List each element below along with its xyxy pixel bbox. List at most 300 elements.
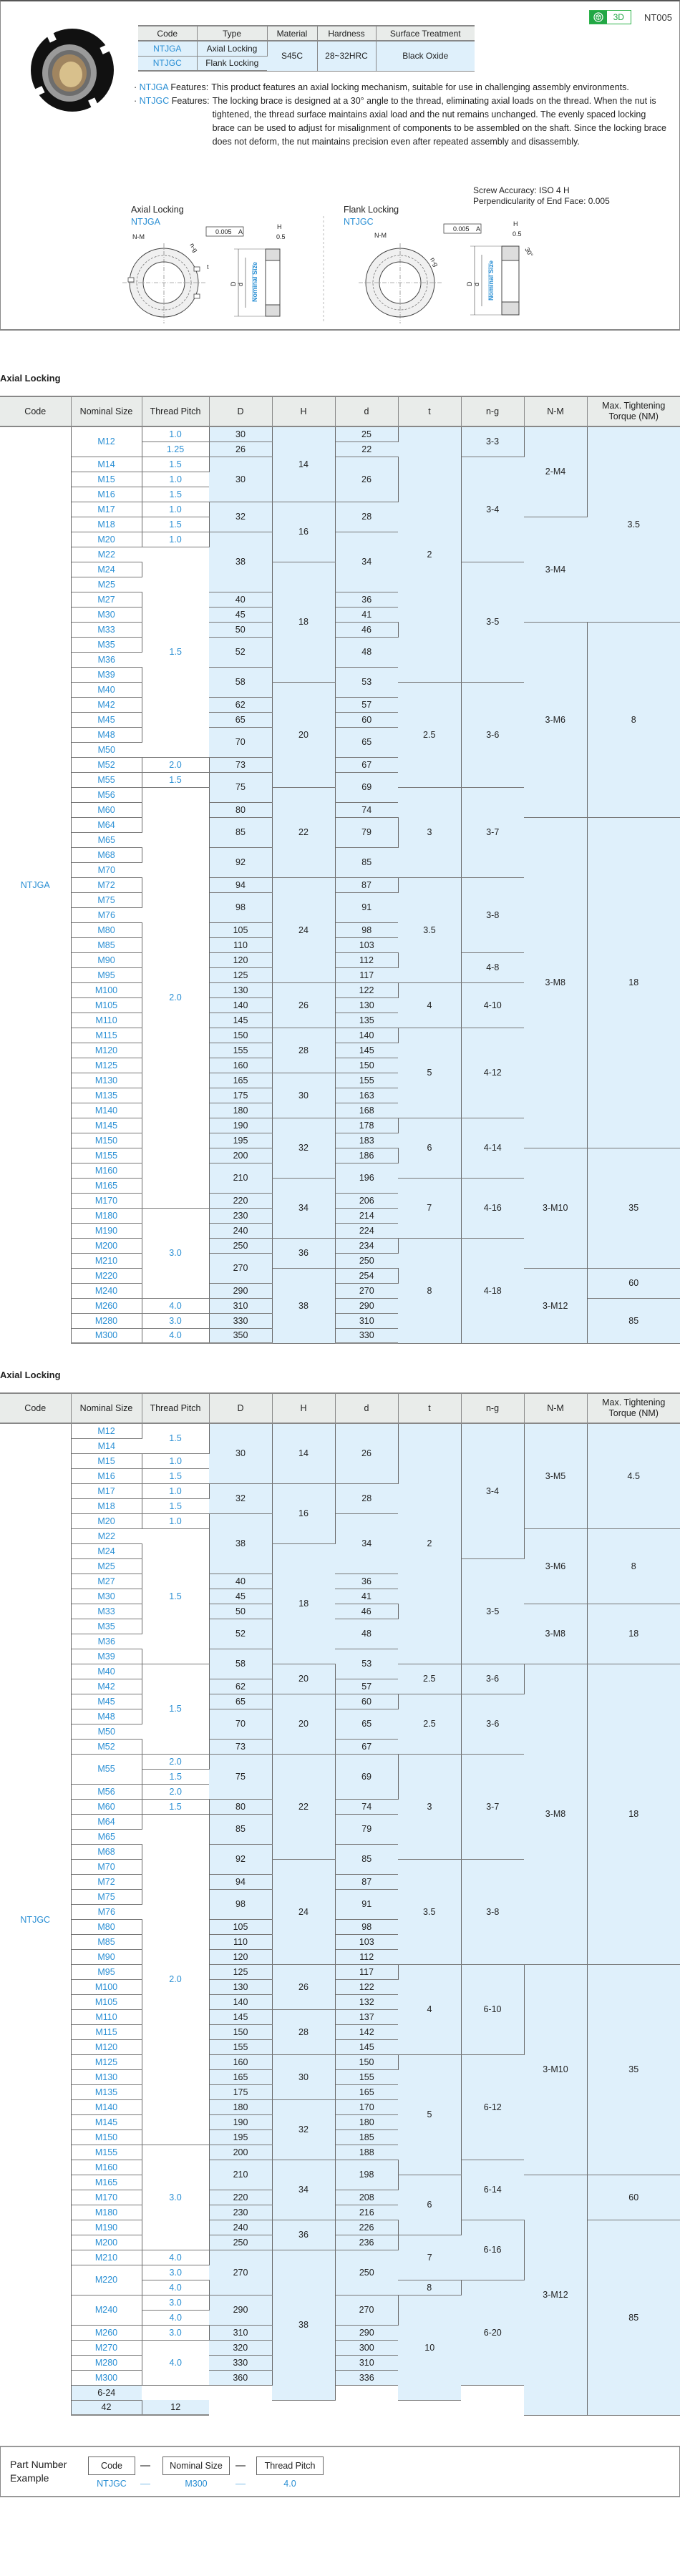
- set-screw-cell: 3-M12: [524, 2175, 587, 2415]
- thread-pitch-cell[interactable]: 1.5: [142, 1528, 209, 1664]
- nominal-size-cell[interactable]: M17: [71, 1483, 142, 1498]
- thread-pitch-cell[interactable]: 1.5: [142, 1769, 209, 1784]
- nominal-size-cell[interactable]: M48: [71, 727, 142, 742]
- nominal-size-cell[interactable]: M125: [71, 2054, 142, 2069]
- outer-diameter-cell: 80: [209, 802, 272, 817]
- slot-count-cell: 6-16: [461, 2220, 524, 2280]
- inner-diameter-cell: 198: [335, 2160, 398, 2190]
- nominal-size-cell[interactable]: M210: [71, 2250, 142, 2265]
- nominal-size-cell[interactable]: M135: [71, 1088, 142, 1103]
- inner-diameter-cell: 183: [335, 1133, 398, 1148]
- thread-pitch-cell[interactable]: 1.5: [142, 772, 209, 787]
- spec-code-ntjgc[interactable]: NTJGC: [138, 56, 197, 71]
- flank-front-view: [359, 232, 442, 323]
- set-screw-cell: 2-M4: [524, 426, 587, 517]
- nominal-size-cell[interactable]: M18: [71, 517, 142, 532]
- table-row: [0, 1423, 680, 1438]
- nominal-size-cell[interactable]: M145: [71, 1118, 142, 1133]
- height-cell: 16: [272, 1483, 335, 1543]
- nominal-size-cell[interactable]: M72: [71, 877, 142, 892]
- nominal-size-cell[interactable]: M36: [71, 1634, 142, 1649]
- thread-pitch-cell[interactable]: 1.0: [142, 1513, 209, 1528]
- column-header-t: t: [398, 1393, 461, 1423]
- svg-text:0.005: 0.005: [453, 225, 470, 233]
- nominal-size-cell[interactable]: M150: [71, 1133, 142, 1148]
- thread-pitch-cell[interactable]: 1.0: [142, 1483, 209, 1498]
- thread-pitch-cell[interactable]: 1.5: [142, 547, 209, 757]
- inner-diameter-cell: 48: [335, 1619, 398, 1649]
- nominal-size-cell[interactable]: M130: [71, 1073, 142, 1088]
- nominal-size-cell[interactable]: M90: [71, 952, 142, 967]
- nominal-size-cell[interactable]: M50: [71, 742, 142, 757]
- height-cell: 20: [272, 1694, 335, 1754]
- outer-diameter-cell: 150: [209, 2024, 272, 2039]
- nominal-size-cell[interactable]: M12: [71, 1423, 142, 1438]
- nominal-size-cell[interactable]: M39: [71, 667, 142, 682]
- outer-diameter-cell: 58: [209, 667, 272, 697]
- features-list: [134, 81, 671, 149]
- torque-cell: 8: [587, 1528, 680, 1604]
- nominal-size-cell[interactable]: M300: [71, 1328, 142, 1343]
- nominal-size-cell[interactable]: M36: [71, 652, 142, 667]
- height-cell: 42: [71, 2400, 142, 2415]
- nominal-size-cell[interactable]: M270: [71, 2340, 142, 2355]
- height-cell: 28: [272, 2009, 335, 2054]
- svg-text:d: d: [473, 282, 480, 286]
- nominal-size-cell[interactable]: M76: [71, 1904, 142, 1919]
- table-header-row: [0, 1393, 680, 1423]
- thread-pitch-cell[interactable]: 1.0: [142, 472, 209, 487]
- table-row: [0, 1604, 680, 1619]
- flank-side-view: [444, 220, 535, 315]
- nominal-size-cell[interactable]: M220: [71, 1268, 142, 1283]
- code-cell[interactable]: NTJGA: [0, 426, 71, 1343]
- nominal-size-cell[interactable]: M200: [71, 2235, 142, 2250]
- thread-pitch-cell[interactable]: 4.0: [142, 2280, 209, 2295]
- nominal-size-cell[interactable]: M15: [71, 472, 142, 487]
- nominal-size-cell[interactable]: M190: [71, 1223, 142, 1238]
- inner-diameter-cell: 67: [335, 1739, 398, 1754]
- nominal-size-cell[interactable]: M35: [71, 637, 142, 652]
- nominal-size-cell[interactable]: M14: [71, 1438, 142, 1453]
- nominal-size-cell[interactable]: M20: [71, 532, 142, 547]
- nominal-size-cell[interactable]: M210: [71, 1253, 142, 1268]
- perpendicularity: Perpendicularity of End Face: 0.005: [473, 196, 610, 206]
- nominal-size-cell[interactable]: M140: [71, 1103, 142, 1118]
- torque-cell: 35: [587, 1148, 680, 1268]
- drawing-title-axial: Axial Locking NTJGA: [131, 205, 184, 227]
- nominal-size-cell[interactable]: M40: [71, 1664, 142, 1679]
- nominal-size-cell[interactable]: M68: [71, 1844, 142, 1859]
- nominal-size-cell[interactable]: M115: [71, 1028, 142, 1043]
- torque-cell: 4.5: [587, 1423, 680, 1528]
- nominal-size-cell[interactable]: M170: [71, 1193, 142, 1208]
- thread-pitch-cell[interactable]: 2.0: [142, 1784, 209, 1799]
- nominal-size-cell[interactable]: M64: [71, 817, 142, 832]
- nominal-size-cell[interactable]: M27: [71, 1574, 142, 1589]
- feature-label: Features:: [169, 96, 210, 106]
- height-cell: 24: [272, 1859, 335, 1964]
- nominal-size-cell[interactable]: M200: [71, 1238, 142, 1253]
- nominal-size-cell[interactable]: M110: [71, 1013, 142, 1028]
- table-title-flank-section: Axial Locking: [0, 1370, 61, 1380]
- nominal-size-cell[interactable]: M48: [71, 1709, 142, 1724]
- nominal-size-cell[interactable]: M110: [71, 2009, 142, 2024]
- column-header-n-g: n-g: [461, 396, 524, 426]
- outer-diameter-cell: 330: [209, 1313, 272, 1328]
- nominal-size-cell[interactable]: M240: [71, 2295, 142, 2325]
- nominal-size-cell[interactable]: M30: [71, 607, 142, 622]
- slot-width-cell: 2.5: [398, 682, 461, 787]
- inner-diameter-cell: 145: [335, 1043, 398, 1058]
- slot-width-cell: 6: [398, 2175, 461, 2235]
- nominal-size-cell[interactable]: M14: [71, 457, 142, 472]
- outer-diameter-cell: 210: [209, 2160, 272, 2190]
- outer-diameter-cell: 58: [209, 1649, 272, 1679]
- nominal-size-cell[interactable]: M80: [71, 922, 142, 937]
- outer-diameter-cell: 40: [209, 592, 272, 607]
- nominal-size-cell[interactable]: M165: [71, 2175, 142, 2190]
- nominal-size-cell[interactable]: M56: [71, 787, 142, 802]
- height-cell: 14: [272, 426, 335, 502]
- slot-count-cell: 3-4: [461, 1423, 524, 1558]
- outer-diameter-cell: 73: [209, 757, 272, 772]
- nominal-size-cell[interactable]: M42: [71, 697, 142, 712]
- slot-count-cell: 3-8: [461, 1859, 524, 1964]
- slot-width-cell: 3.5: [398, 1859, 461, 1964]
- nominal-size-cell[interactable]: M75: [71, 892, 142, 907]
- thread-pitch-cell[interactable]: 2.0: [142, 1754, 209, 1769]
- nominal-size-cell[interactable]: M260: [71, 1298, 142, 1313]
- nominal-size-cell[interactable]: M150: [71, 2129, 142, 2145]
- nominal-size-cell[interactable]: M160: [71, 1163, 142, 1178]
- nominal-size-cell[interactable]: M55: [71, 1754, 142, 1784]
- slot-width-cell: 2.5: [398, 1694, 461, 1754]
- code-cell[interactable]: NTJGC: [0, 1423, 71, 2415]
- slot-count-cell: 3-7: [461, 1754, 524, 1859]
- inner-diameter-cell: 165: [335, 2084, 398, 2099]
- nominal-size-cell[interactable]: M24: [71, 1543, 142, 1558]
- nominal-size-cell[interactable]: M220: [71, 2265, 142, 2295]
- nominal-size-cell[interactable]: M125: [71, 1058, 142, 1073]
- height-cell: 36: [272, 2220, 335, 2250]
- thread-pitch-cell[interactable]: 4.0: [142, 2340, 209, 2385]
- nominal-size-cell[interactable]: M16: [71, 487, 142, 502]
- thread-pitch-cell[interactable]: 1.5: [142, 1423, 209, 1453]
- pn-separator: [235, 2465, 246, 2467]
- nominal-size-cell[interactable]: M180: [71, 1208, 142, 1223]
- nominal-size-cell[interactable]: M33: [71, 622, 142, 637]
- inner-diameter-cell: 91: [335, 1889, 398, 1919]
- inner-diameter-cell: 236: [335, 2235, 398, 2250]
- column-header-max-tightening-torque-nm: Max. Tightening Torque (NM): [587, 1393, 680, 1423]
- torque-cell: 85: [587, 1298, 680, 1343]
- nominal-size-cell[interactable]: M56: [71, 1784, 142, 1799]
- nominal-size-cell[interactable]: M180: [71, 2205, 142, 2220]
- slot-count-cell: 6-12: [461, 2054, 524, 2160]
- slot-count-cell: 3-6: [461, 682, 524, 787]
- thread-pitch-cell[interactable]: 2.0: [142, 787, 209, 1208]
- nominal-size-cell[interactable]: M25: [71, 1558, 142, 1574]
- column-header-max-tightening-torque-nm: Max. Tightening Torque (NM): [587, 396, 680, 426]
- nominal-size-cell[interactable]: M170: [71, 2190, 142, 2205]
- feature-text: The locking brace is designed at a 30° angle to the thread, eliminating axial loads on the thread. When the nut is tightened, the thread surface maintains axial load and the nut remains unchanged. The evenly spaced locking brace can be used to adjust for misalignment of components to be assembled on the shaft. Since the locking brace does not deform, the nut maintains precision even after repeated assembly and disassembly.: [212, 96, 666, 147]
- outer-diameter-cell: 140: [209, 997, 272, 1013]
- screw-accuracy: Screw Accuracy: ISO 4 H: [473, 185, 570, 195]
- svg-text:N-M: N-M: [132, 233, 145, 240]
- series-code: NT005: [643, 11, 672, 23]
- nominal-size-cell[interactable]: M52: [71, 757, 142, 772]
- nominal-size-cell[interactable]: M33: [71, 1604, 142, 1619]
- inner-diameter-cell: 206: [335, 1193, 398, 1208]
- nominal-size-cell[interactable]: M22: [71, 1528, 142, 1543]
- nominal-size-cell[interactable]: M60: [71, 802, 142, 817]
- height-cell: 24: [272, 877, 335, 982]
- nominal-size-cell[interactable]: M280: [71, 1313, 142, 1328]
- nominal-size-cell[interactable]: M30: [71, 1589, 142, 1604]
- thread-pitch-cell[interactable]: 1.0: [142, 426, 209, 441]
- inner-diameter-cell: 69: [335, 772, 398, 802]
- slot-count-cell: 3-5: [461, 562, 524, 682]
- nominal-size-cell[interactable]: M72: [71, 1874, 142, 1889]
- slot-count-cell: 3-6: [461, 1694, 524, 1754]
- feature-code[interactable]: NTJGC: [139, 96, 170, 106]
- thread-pitch-cell[interactable]: 1.0: [142, 1453, 209, 1468]
- nominal-size-cell[interactable]: M70: [71, 862, 142, 877]
- inner-diameter-cell: 330: [335, 1328, 398, 1343]
- nominal-size-cell[interactable]: M55: [71, 772, 142, 787]
- inner-diameter-cell: 336: [335, 2370, 398, 2385]
- thread-pitch-cell[interactable]: 1.5: [142, 487, 209, 502]
- nominal-size-cell[interactable]: M135: [71, 2084, 142, 2099]
- inner-diameter-cell: 122: [335, 982, 398, 997]
- nominal-size-cell[interactable]: M50: [71, 1724, 142, 1739]
- spec-type-axial: Axial Locking: [197, 41, 267, 56]
- thread-pitch-cell[interactable]: 1.5: [142, 457, 209, 472]
- inner-diameter-cell: 65: [335, 727, 398, 757]
- nominal-size-cell[interactable]: M40: [71, 682, 142, 697]
- part-number-example: [0, 2446, 680, 2497]
- outer-diameter-cell: 165: [209, 1073, 272, 1088]
- thread-pitch-cell[interactable]: 4.0: [142, 1328, 209, 1343]
- inner-diameter-cell: 140: [335, 1028, 398, 1043]
- inner-diameter-cell: 216: [335, 2205, 398, 2220]
- inner-diameter-cell: 214: [335, 1208, 398, 1223]
- outer-diameter-cell: 195: [209, 2129, 272, 2145]
- thread-pitch-cell[interactable]: 4.0: [142, 2250, 209, 2265]
- nominal-size-cell[interactable]: M95: [71, 1964, 142, 1979]
- thread-pitch-cell[interactable]: 1.25: [142, 441, 209, 457]
- nominal-size-cell[interactable]: M17: [71, 502, 142, 517]
- nominal-size-cell[interactable]: M42: [71, 1679, 142, 1694]
- slot-width-cell: 3: [398, 787, 461, 877]
- outer-diameter-cell: 94: [209, 1874, 272, 1889]
- slot-count-cell: 4-10: [461, 982, 524, 1028]
- thread-pitch-cell[interactable]: 4.0: [142, 2310, 209, 2325]
- nominal-size-cell[interactable]: M35: [71, 1619, 142, 1634]
- outer-diameter-cell: 310: [209, 1298, 272, 1313]
- slot-width-cell: 3.5: [398, 877, 461, 982]
- nominal-size-cell[interactable]: M52: [71, 1739, 142, 1754]
- nominal-size-cell[interactable]: M155: [71, 2145, 142, 2160]
- nominal-size-cell[interactable]: M85: [71, 1934, 142, 1949]
- thread-pitch-cell[interactable]: 1.5: [142, 1664, 209, 1754]
- feature-code[interactable]: NTJGA: [139, 82, 168, 92]
- nominal-size-cell[interactable]: M105: [71, 1994, 142, 2009]
- thread-pitch-cell[interactable]: 2.0: [142, 757, 209, 772]
- nominal-size-cell[interactable]: M165: [71, 1178, 142, 1193]
- thread-pitch-cell[interactable]: 1.5: [142, 1468, 209, 1483]
- pn-value-nominal-size: M300: [185, 2479, 208, 2489]
- outer-diameter-cell: 105: [209, 922, 272, 937]
- thread-pitch-cell[interactable]: 3.0: [142, 2295, 209, 2310]
- nominal-size-cell[interactable]: M45: [71, 712, 142, 727]
- outer-diameter-cell: 98: [209, 1889, 272, 1919]
- thread-pitch-cell[interactable]: 3.0: [142, 2145, 209, 2250]
- thread-pitch-cell[interactable]: 3.0: [142, 1208, 209, 1298]
- thread-pitch-cell[interactable]: 3.0: [142, 2265, 209, 2280]
- nominal-size-cell[interactable]: M100: [71, 1979, 142, 1994]
- inner-diameter-cell: 145: [335, 2039, 398, 2054]
- nominal-size-cell[interactable]: M22: [71, 547, 142, 562]
- slot-count-cell: 6-24: [71, 2385, 142, 2400]
- slot-width-cell: 5: [398, 2054, 461, 2175]
- nominal-size-cell[interactable]: M155: [71, 1148, 142, 1163]
- nominal-size-cell[interactable]: M25: [71, 577, 142, 592]
- spec-type-flank: Flank Locking: [197, 56, 267, 71]
- inner-diameter-cell: 34: [335, 532, 398, 592]
- slot-width-cell: 2.5: [398, 1664, 461, 1694]
- set-screw-cell: 3-M6: [524, 622, 587, 817]
- nominal-size-cell[interactable]: M39: [71, 1649, 142, 1664]
- inner-diameter-cell: 103: [335, 937, 398, 952]
- dimension-table-ntjgc: [0, 1392, 680, 2416]
- nominal-size-cell[interactable]: M95: [71, 967, 142, 982]
- nominal-size-cell[interactable]: M240: [71, 1283, 142, 1298]
- 3d-model-button[interactable]: [589, 10, 631, 24]
- height-cell: 22: [272, 1754, 335, 1859]
- nominal-size-cell[interactable]: M20: [71, 1513, 142, 1528]
- slot-width-cell: 7: [398, 1178, 461, 1238]
- inner-diameter-cell: 112: [335, 1949, 398, 1964]
- outer-diameter-cell: 52: [209, 637, 272, 667]
- outer-diameter-cell: 190: [209, 2114, 272, 2129]
- inner-diameter-cell: 150: [335, 2054, 398, 2069]
- nominal-size-cell[interactable]: M24: [71, 562, 142, 577]
- table-row: [0, 1148, 680, 1163]
- nominal-size-cell[interactable]: M27: [71, 592, 142, 607]
- slot-width-cell: 4: [398, 1964, 461, 2054]
- spec-surface-treatment: Black Oxide: [376, 41, 475, 71]
- set-screw-cell: 3-M6: [524, 1528, 587, 1604]
- nominal-size-cell[interactable]: M65: [71, 1829, 142, 1844]
- thread-pitch-cell[interactable]: 3.0: [142, 1313, 209, 1328]
- slot-count-cell: 4-16: [461, 1178, 524, 1238]
- inner-diameter-cell: 85: [335, 1844, 398, 1874]
- nominal-size-cell[interactable]: M76: [71, 907, 142, 922]
- nominal-size-cell[interactable]: M260: [71, 2325, 142, 2340]
- thread-pitch-cell[interactable]: 1.5: [142, 517, 209, 532]
- outer-diameter-cell: 38: [209, 1513, 272, 1574]
- svg-text:Nominal Size: Nominal Size: [487, 260, 495, 301]
- nominal-size-cell[interactable]: M12: [71, 426, 142, 457]
- slot-count-cell: 6-14: [461, 2160, 524, 2220]
- torque-cell: 8: [587, 622, 680, 817]
- nominal-size-cell[interactable]: M70: [71, 1859, 142, 1874]
- outer-diameter-cell: 65: [209, 712, 272, 727]
- slot-count-cell: 4-18: [461, 1238, 524, 1343]
- outer-diameter-cell: 26: [209, 441, 272, 457]
- inner-diameter-cell: 300: [335, 2340, 398, 2355]
- inner-diameter-cell: 26: [335, 457, 398, 502]
- nominal-size-cell[interactable]: M160: [71, 2160, 142, 2175]
- thread-pitch-cell[interactable]: 2.0: [142, 1814, 209, 2145]
- outer-diameter-cell: 98: [209, 892, 272, 922]
- nominal-size-cell[interactable]: M280: [71, 2355, 142, 2370]
- slot-count-cell: 4-8: [461, 952, 524, 982]
- inner-diameter-cell: 250: [335, 1253, 398, 1268]
- nominal-size-cell[interactable]: M115: [71, 2024, 142, 2039]
- inner-diameter-cell: 132: [335, 1994, 398, 2009]
- thread-pitch-cell[interactable]: 1.0: [142, 502, 209, 517]
- nominal-size-cell[interactable]: M45: [71, 1694, 142, 1709]
- outer-diameter-cell: 32: [209, 502, 272, 532]
- inner-diameter-cell: 168: [335, 1103, 398, 1118]
- nominal-size-cell[interactable]: M85: [71, 937, 142, 952]
- nominal-size-cell[interactable]: M18: [71, 1498, 142, 1513]
- nominal-size-cell[interactable]: M68: [71, 847, 142, 862]
- nominal-size-cell[interactable]: M190: [71, 2220, 142, 2235]
- inner-diameter-cell: 196: [335, 1163, 398, 1193]
- outer-diameter-cell: 160: [209, 2054, 272, 2069]
- nominal-size-cell[interactable]: M130: [71, 2069, 142, 2084]
- nominal-size-cell[interactable]: M300: [71, 2370, 142, 2385]
- thread-pitch-cell[interactable]: 3.0: [142, 2325, 209, 2340]
- nominal-size-cell[interactable]: M120: [71, 1043, 142, 1058]
- outer-diameter-cell: 52: [209, 1619, 272, 1649]
- nominal-size-cell[interactable]: M80: [71, 1919, 142, 1934]
- nominal-size-cell[interactable]: M60: [71, 1799, 142, 1814]
- thread-pitch-cell[interactable]: 1.5: [142, 1498, 209, 1513]
- spec-header-type: Type: [197, 26, 267, 41]
- thread-pitch-cell[interactable]: 1.5: [142, 1799, 209, 1814]
- torque-cell: 18: [587, 817, 680, 1148]
- feature-text: This product features an axial locking mechanism, suitable for use in challenging assembly environments.: [211, 82, 629, 92]
- nominal-size-cell[interactable]: M64: [71, 1814, 142, 1829]
- pn-segment-thread-pitch: Thread Pitch: [256, 2457, 324, 2475]
- pn-segment-nominal-size: Nominal Size: [162, 2457, 230, 2475]
- nominal-size-cell[interactable]: M145: [71, 2114, 142, 2129]
- svg-text:0.005: 0.005: [215, 228, 232, 235]
- thread-pitch-cell[interactable]: 1.0: [142, 532, 209, 547]
- thread-pitch-cell[interactable]: 4.0: [142, 1298, 209, 1313]
- nominal-size-cell[interactable]: M90: [71, 1949, 142, 1964]
- nominal-size-cell[interactable]: M120: [71, 2039, 142, 2054]
- nominal-size-cell[interactable]: M75: [71, 1889, 142, 1904]
- nominal-size-cell[interactable]: M65: [71, 832, 142, 847]
- nominal-size-cell[interactable]: M16: [71, 1468, 142, 1483]
- nominal-size-cell[interactable]: M140: [71, 2099, 142, 2114]
- nominal-size-cell[interactable]: M15: [71, 1453, 142, 1468]
- inner-diameter-cell: 188: [335, 2145, 398, 2160]
- nominal-size-cell[interactable]: M105: [71, 997, 142, 1013]
- nominal-size-cell[interactable]: M100: [71, 982, 142, 997]
- spec-code-ntjga[interactable]: NTJGA: [138, 41, 197, 56]
- svg-text:n-g: n-g: [429, 256, 440, 268]
- outer-diameter-cell: 120: [209, 952, 272, 967]
- svg-text:A: A: [476, 225, 481, 233]
- slot-count-cell: 3-7: [461, 787, 524, 877]
